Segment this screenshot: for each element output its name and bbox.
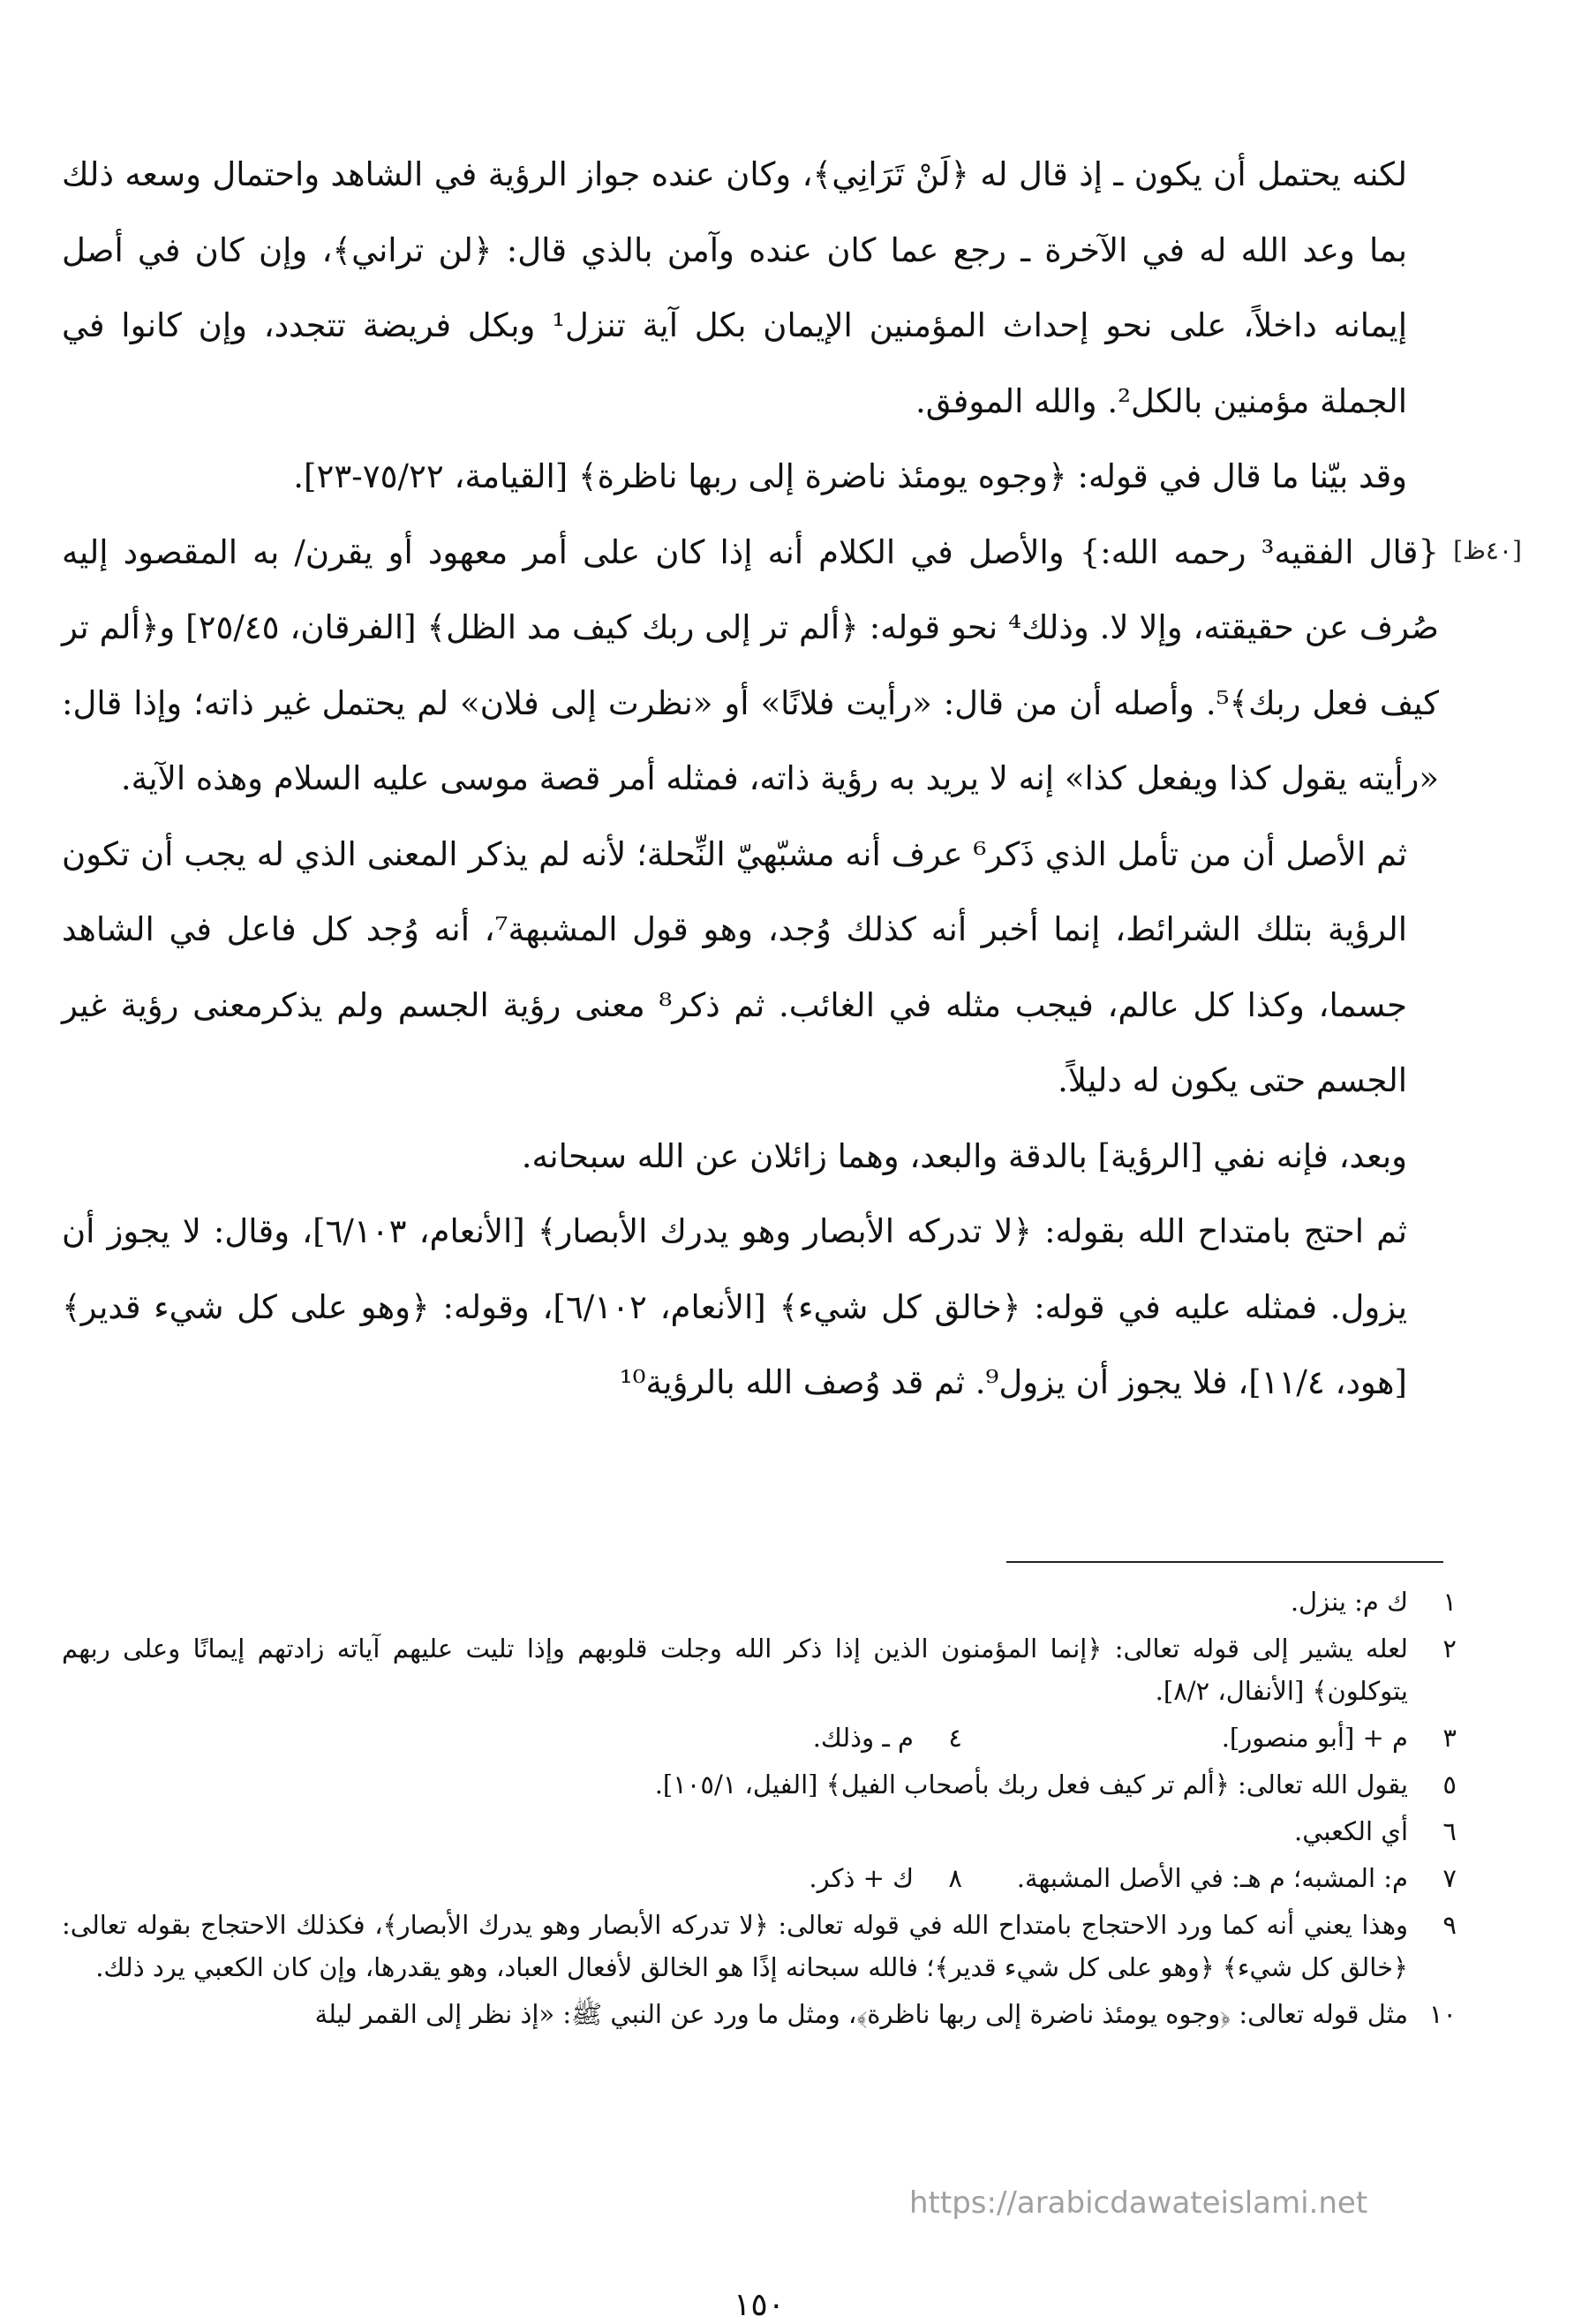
footnote-item	[962, 1717, 1457, 1759]
footnote-text: ك + ذكر.	[809, 1863, 914, 1893]
footnote-number: ٢	[1442, 1634, 1457, 1664]
footnotes-section	[62, 1581, 1457, 2040]
footnote-number: ١٠	[1428, 1999, 1457, 2029]
footnote-number: ١	[1442, 1587, 1457, 1617]
footnote-number: ٦	[1442, 1816, 1457, 1846]
paragraph-1: لكنه يحتمل أن يكون ـ إذ قال له ﴿لَنْ تَرَانِي﴾، وكان عنده جواز الرؤية في الشاهد واحتمال وسعه ذلك بما وعد الله له في الآخرة ـ رجع عما كان عنده وآمن بالذي قال: ﴿لن تراني﴾، وإن كان في أصل إيمانه داخلاً، على نحو إحداث المؤمنين الإيمان بكل آية تنزل¹ وبكل فريضة تتجدد، وإن كانوا في الجملة مؤمنين بالكل². والله الموفق.	[62, 155, 1407, 420]
paragraph-6: ثم احتج بامتداح الله بقوله: ﴿لا تدركه الأبصار وهو يدرك الأبصار﴾ [الأنعام، ٦/١٠٣]، وقال: لا يجوز أن يزول. فمثله عليه في قوله: ﴿خالق كل شيء﴾ [الأنعام، ٦/١٠٢]، وقوله: ﴿وهو على كل شيء قدير﴾ [هود، ١١/٤]، فلا يجوز أن يزول⁹. ثم قد وُصف الله بالرؤية¹⁰	[62, 1212, 1408, 1401]
paragraph-3: {قال الفقيه³ رحمه الله:} والأصل في الكلام أنه إذا كان على أمر معهود أو يقرن/ به المقصود إليه صُرف عن حقيقته، وإلا لا. وذلك⁴ نحو قوله: ﴿ألم تر إلى ربك كيف مد الظل﴾ [الفرقان، ٢٥/٤٥] و﴿ألم تر كيف فعل ربك﴾⁵. وأصله أن من قال: «رأيت فلانًا» أو «نظرت إلى فلان» لم يحتمل غير ذاته؛ وإذا قال: «رأيته يقول كذا ويفعل كذا» إنه لا يريد به رؤية ذاته، فمثله أمر قصة موسى عليه السلام وهذه الآية.	[62, 532, 1439, 797]
footnote-pair	[62, 1717, 1457, 1759]
footnote-number: ٣	[1442, 1723, 1457, 1753]
footnote-divider	[1006, 1561, 1443, 1563]
footnote-text: ك م: ينزل.	[1290, 1587, 1408, 1617]
main-text-body	[62, 137, 1439, 1421]
footnote-item	[62, 1627, 1457, 1712]
page-number: ١٥٠	[733, 2287, 785, 2323]
footnote-item	[62, 1763, 1457, 1806]
footnote-item	[62, 1810, 1457, 1852]
footnote-number: ٤	[948, 1723, 962, 1753]
footnote-text: م ـ وذلك.	[812, 1723, 914, 1753]
footnote-number: ٩	[1442, 1910, 1457, 1940]
footnote-text: وهذا يعني أنه كما ورد الاحتجاج بامتداح الله في قوله تعالى: ﴿لا تدركه الأبصار وهو يدرك الأبصار﴾، فكذلك الاحتجاج بقوله تعالى: ﴿خالق كل شيء﴾ ﴿وهو على كل شيء قدير﴾؛ فالله سبحانه إذًا هو الخالق لأفعال العباد، وهو يقدرها، وإن كان الكعبي يرد ذلك.	[62, 1910, 1408, 1982]
footnote-text: مثل قوله تعالى: ﴿وجوه يومئذ ناضرة إلى ربها ناظرة﴾، ومثل ما ورد عن النبي ﷺ: «إذ نظر إلى القمر ليلة	[314, 1999, 1408, 2029]
footnote-item	[962, 1857, 1457, 1899]
footnote-text: م: المشبه؛ م هـ: في الأصل المشبهة.	[1016, 1863, 1408, 1893]
website-watermark: https://arabicdawateislami.net	[909, 2185, 1368, 2221]
paragraph-5: وبعد، فإنه نفي [الرؤية] بالدقة والبعد، وهما زائلان عن الله سبحانه.	[521, 1136, 1407, 1175]
footnote-item	[468, 1717, 962, 1759]
manuscript-folio-marker: [٤٠ظ]	[1453, 536, 1522, 565]
footnote-text: م + [أبو منصور].	[1221, 1723, 1408, 1753]
footnote-text: يقول الله تعالى: ﴿ألم تر كيف فعل ربك بأصحاب الفيل﴾ [الفيل، ١٠٥/١].	[654, 1769, 1408, 1800]
footnote-item	[62, 1581, 1457, 1623]
footnote-item	[468, 1857, 962, 1899]
paragraph-4: ثم الأصل أن من تأمل الذي ذَكر⁶ عرف أنه مشبّهيّ النِّحلة؛ لأنه لم يذكر المعنى الذي له يجب أن تكون الرؤية بتلك الشرائط، إنما أخبر أنه كذلك وُجد، وهو قول المشبهة⁷، أنه وُجد كل فاعل في الشاهد جسما، وكذا كل عالم، فيجب مثله في الغائب. ثم ذكر⁸ معنى رؤية الجسم ولم يذكرمعنى رؤية غير الجسم حتى يكون له دليلاً.	[62, 834, 1408, 1099]
footnote-text: أي الكعبي.	[1293, 1816, 1408, 1846]
footnote-item	[62, 1904, 1457, 1988]
footnote-item	[62, 1993, 1457, 2035]
paragraph-2: وقد بيّنا ما قال في قوله: ﴿وجوه يومئذ ناضرة إلى ربها ناظرة﴾ [القيامة، ٧٥/٢٢-٢٣].	[293, 457, 1407, 495]
footnote-number: ٧	[1442, 1863, 1457, 1893]
footnote-pair	[62, 1857, 1457, 1899]
footnote-number: ٨	[948, 1863, 962, 1893]
footnote-text: لعله يشير إلى قوله تعالى: ﴿إنما المؤمنون الذين إذا ذكر الله وجلت قلوبهم وإذا تليت عليهم آياته زادتهم إيمانًا وعلى ربهم يتوكلون﴾ [الأنفال، ٨/٢].	[62, 1634, 1408, 1706]
footnote-number: ٥	[1442, 1769, 1457, 1800]
